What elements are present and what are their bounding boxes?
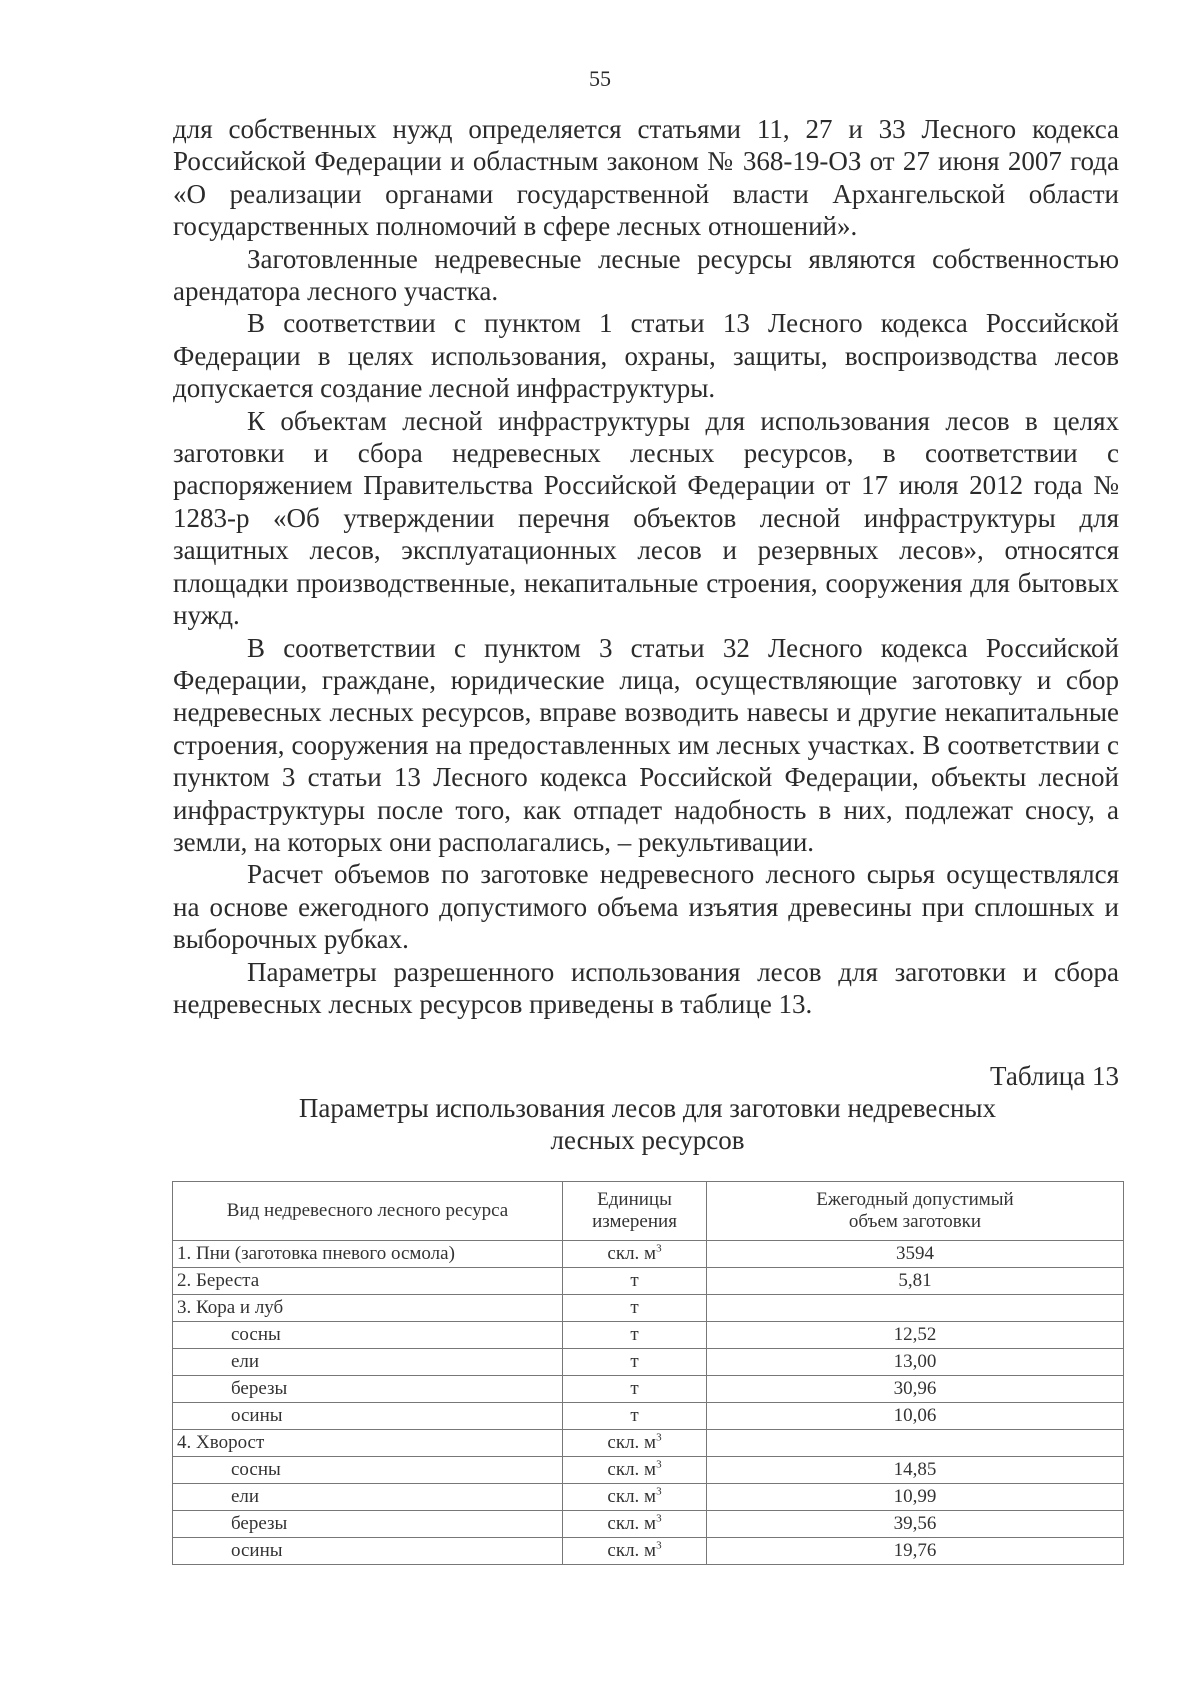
resource-name: сосны: [173, 1322, 563, 1349]
resource-unit: скл. $м^3$: [563, 1241, 707, 1268]
resource-name: осины: [173, 1403, 563, 1430]
header-annual-volume: Ежегодный допустимый объем заготовки: [707, 1182, 1124, 1241]
table-row: [173, 1322, 1124, 1349]
resource-unit: т: [563, 1376, 707, 1403]
table-header-row: [173, 1182, 1124, 1241]
resource-unit: скл. $м^3$: [563, 1511, 707, 1538]
resource-name: 3. Кора и луб: [173, 1295, 563, 1322]
paragraph-3: В соответствии с пунктом 1 статьи 13 Лесного кодекса Российской Федерации в целях использования, охраны, защиты, воспроизводства лесов допускается создание лесной инфраструктуры.: [173, 308, 1119, 404]
table-row: [173, 1457, 1124, 1484]
header-resource-type: Вид недревесного лесного ресурса: [173, 1182, 563, 1241]
table-row: [173, 1484, 1124, 1511]
resource-name: 1. Пни (заготовка пневого осмола): [173, 1241, 563, 1268]
resource-name: березы: [173, 1376, 563, 1403]
parameters-table: [172, 1181, 1124, 1565]
table-title-line-1: Параметры использования лесов для заготовки недревесных: [298, 1093, 997, 1123]
paragraph-7: Параметры разрешенного использования лесов для заготовки и сбора недревесных лесных ресурсов приведены в таблице 13.: [173, 956, 1119, 1019]
resource-volume: 12,52: [707, 1322, 1124, 1349]
table-row: [173, 1403, 1124, 1430]
table-title-line-2: лесных ресурсов: [550, 1125, 745, 1155]
table-title: [240, 1092, 1055, 1156]
resource-name: 4. Хворост: [173, 1430, 563, 1457]
resource-unit: т: [563, 1403, 707, 1430]
resource-name: ели: [173, 1349, 563, 1376]
resource-volume: 3594: [707, 1241, 1124, 1268]
table-row: [173, 1538, 1124, 1565]
table-row: [173, 1511, 1124, 1538]
resource-unit: скл. $м^3$: [563, 1457, 707, 1484]
resource-volume: 39,56: [707, 1511, 1124, 1538]
resource-unit: т: [563, 1268, 707, 1295]
resource-name: осины: [173, 1538, 563, 1565]
resource-volume: 10,06: [707, 1403, 1124, 1430]
paragraph-5: В соответствии с пунктом 3 статьи 32 Лесного кодекса Российской Федерации, граждане, юридические лица, осуществляющие заготовку и сбор недревесных лесных ресурсов, вправе возводить навесы и другие некапитальные строения, сооружения на предоставленных им лесных участках. В соответствии с пунктом 3 статьи 13 Лесного кодекса Российской Федерации, объекты лесной инфраструктуры после того, как отпадет надобность в них, подлежат сносу, а земли, на которых они располагались, – рекультивации.: [173, 632, 1119, 857]
resource-name: ели: [173, 1484, 563, 1511]
resource-volume: [707, 1430, 1124, 1457]
header-units: Единицы измерения: [563, 1182, 707, 1241]
resource-volume: 5,81: [707, 1268, 1124, 1295]
resource-volume: 10,99: [707, 1484, 1124, 1511]
paragraph-4: К объектам лесной инфраструктуры для использования лесов в целях заготовки и сбора недревесных лесных ресурсов, в соответствии с распоряжением Правительства Российской Федерации от 17 июля 2012 года № 1283-р «Об утверждении перечня объектов лесной инфраструктуры для защитных лесов, эксплуатационных лесов и резервных лесов», относятся площадки производственные, некапитальные строения, сооружения для бытовых нужд.: [173, 405, 1119, 631]
resource-name: березы: [173, 1511, 563, 1538]
table-row: [173, 1376, 1124, 1403]
resource-volume: 30,96: [707, 1376, 1124, 1403]
page-number: 55: [589, 66, 611, 91]
paragraph-1: для собственных нужд определяется статьями 11, 27 и 33 Лесного кодекса Российской Федерации и областным законом № 368-19-ОЗ от 27 июня 2007 года «О реализации органами государственной власти Архангельской области государственных полномочий в сфере лесных отношений».: [173, 114, 1119, 242]
resource-volume: [707, 1295, 1124, 1322]
resource-name: сосны: [173, 1457, 563, 1484]
resource-volume: 13,00: [707, 1349, 1124, 1376]
resource-volume: 19,76: [707, 1538, 1124, 1565]
body-text: [173, 113, 1119, 1020]
resource-unit: скл. $м^3$: [563, 1484, 707, 1511]
table-row: [173, 1241, 1124, 1268]
resource-volume: 14,85: [707, 1457, 1124, 1484]
resource-unit: скл. $м^3$: [563, 1538, 707, 1565]
table-row: [173, 1268, 1124, 1295]
paragraph-2: Заготовленные недревесные лесные ресурсы являются собственностью арендатора лесного участка.: [173, 243, 1119, 307]
table-row: [173, 1430, 1124, 1457]
table-row: [173, 1295, 1124, 1322]
resource-name: 2. Береста: [173, 1268, 563, 1295]
table-row: [173, 1349, 1124, 1376]
resource-unit: т: [563, 1295, 707, 1322]
paragraph-6: Расчет объемов по заготовке недревесного лесного сырья осуществлялся на основе ежегодного допустимого объема изъятия древесины при сплошных и выборочных рубках.: [173, 859, 1119, 955]
resource-unit: скл. $м^3$: [563, 1430, 707, 1457]
resource-unit: т: [563, 1322, 707, 1349]
resource-unit: т: [563, 1349, 707, 1376]
table-label: Таблица 13: [990, 1061, 1119, 1091]
